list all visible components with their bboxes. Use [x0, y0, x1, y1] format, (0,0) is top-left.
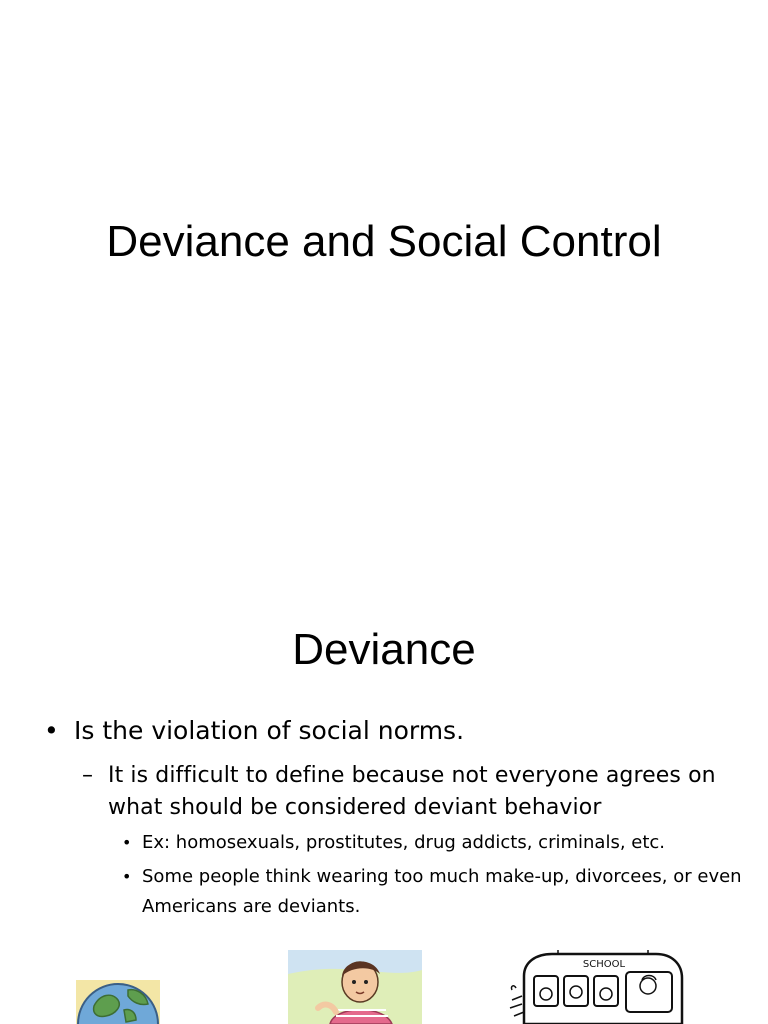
sub-bullet-item	[82, 760, 742, 824]
slide-2	[0, 576, 768, 1024]
sub-sub-bullet-item	[122, 828, 742, 858]
globe-icon	[76, 976, 160, 1024]
bullet-marker: •	[122, 867, 132, 886]
bullet-marker: •	[44, 716, 59, 745]
dash-marker: –	[82, 763, 94, 788]
bullet-text: Is the violation of social norms.	[74, 716, 465, 745]
sub-sub-bullet-text: Ex: homosexuals, prostitutes, drug addicts, criminals, etc.	[142, 832, 666, 853]
sub-sub-bullet-item	[122, 862, 742, 922]
school-bus-illustration	[508, 950, 688, 1024]
bullet-marker: •	[122, 833, 132, 852]
bus-sign: SCHOOL	[582, 959, 626, 970]
sub-bullet-text: It is difficult to define because not everyone agrees on what should be considered deviant behavior	[108, 763, 716, 820]
slide-title: Deviance and Social Control	[106, 217, 662, 266]
sub-sub-bullet-text: Some people think wearing too much make-up, divorcees, or even Americans are deviants.	[142, 866, 742, 917]
slide-heading: Deviance	[292, 625, 476, 674]
child-illustration	[288, 950, 422, 1024]
